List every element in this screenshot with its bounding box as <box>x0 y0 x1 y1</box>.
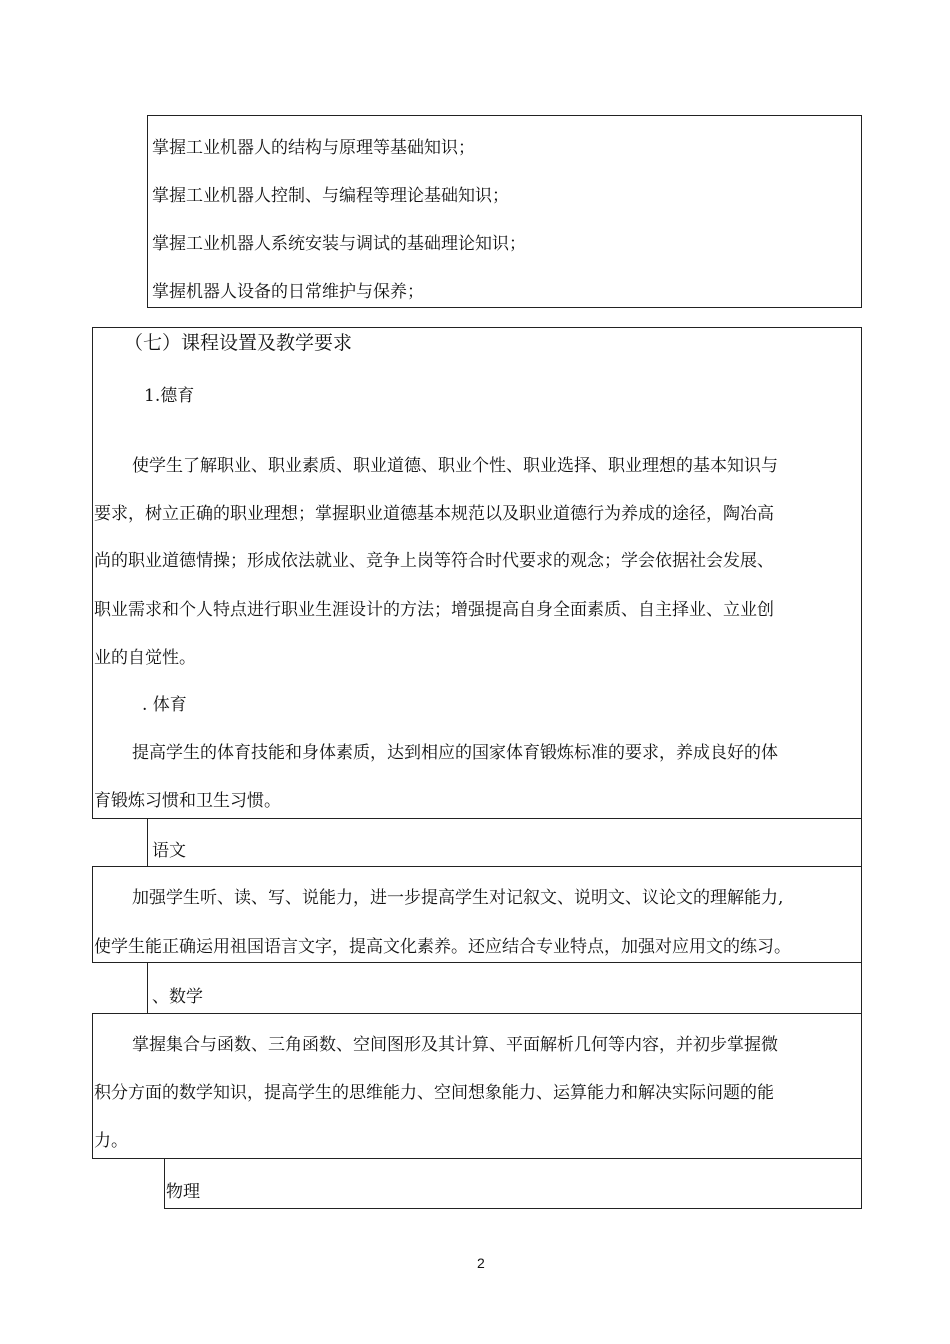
paragraph-line: 业的自觉性。 <box>94 648 196 668</box>
left-margin-mark <box>92 355 93 377</box>
physics-heading-box <box>164 1158 862 1209</box>
pe-heading: . 体育 <box>142 695 187 715</box>
skill-line: 掌握工业机器人的结构与原理等基础知识； <box>152 138 475 158</box>
paragraph-line: 提高学生的体育技能和身体素质，达到相应的国家体育锻炼标准的要求，养成良好的体 <box>132 743 778 763</box>
paragraph-line: 育锻炼习惯和卫生习惯。 <box>94 791 281 811</box>
paragraph-line: 掌握集合与函数、三角函数、空间图形及其计算、平面解析几何等内容，并初步掌握微 <box>132 1035 778 1055</box>
skill-line: 掌握工业机器人控制、与编程等理论基础知识； <box>152 186 509 206</box>
paragraph-line: 使学生了解职业、职业素质、职业道德、职业个性、职业选择、职业理想的基本知识与 <box>132 456 778 476</box>
paragraph-line: 职业需求和个人特点进行职业生涯设计的方法；增强提高自身全面素质、自主择业、立业创 <box>94 600 774 620</box>
left-margin-mark <box>92 405 93 435</box>
paragraph-line: 力。 <box>94 1131 128 1151</box>
paragraph-line: 要求，树立正确的职业理想；掌握职业道德基本规范以及职业道德行为养成的途径，陶冶高 <box>94 504 774 524</box>
physics-heading: 物理 <box>166 1182 200 1202</box>
paragraph-line: 使学生能正确运用祖国语言文字，提高文化素养。还应结合专业特点，加强对应用文的练习。 <box>94 937 791 957</box>
page-number: 2 <box>477 1255 485 1271</box>
moral-heading: 1.德育 <box>144 386 195 406</box>
math-heading-box <box>147 962 862 1014</box>
math-heading: 、数学 <box>152 987 203 1007</box>
skill-line: 掌握机器人设备的日常维护与保养； <box>152 282 424 302</box>
chinese-heading-box <box>147 818 862 867</box>
skill-line: 掌握工业机器人系统安装与调试的基础理论知识； <box>152 234 526 254</box>
paragraph-line: 加强学生听、读、写、说能力，进一步提高学生对记叙文、说明文、议论文的理解能力, <box>132 888 784 908</box>
paragraph-line: 尚的职业道德情操；形成依法就业、竞争上岗等符合时代要求的观念；学会依据社会发展、 <box>94 551 774 571</box>
section-title: （七）课程设置及教学要求 <box>124 332 353 354</box>
paragraph-line: 积分方面的数学知识，提高学生的思维能力、空间想象能力、运算能力和解决实际问题的能 <box>94 1083 774 1103</box>
chinese-heading: 语文 <box>152 841 186 861</box>
